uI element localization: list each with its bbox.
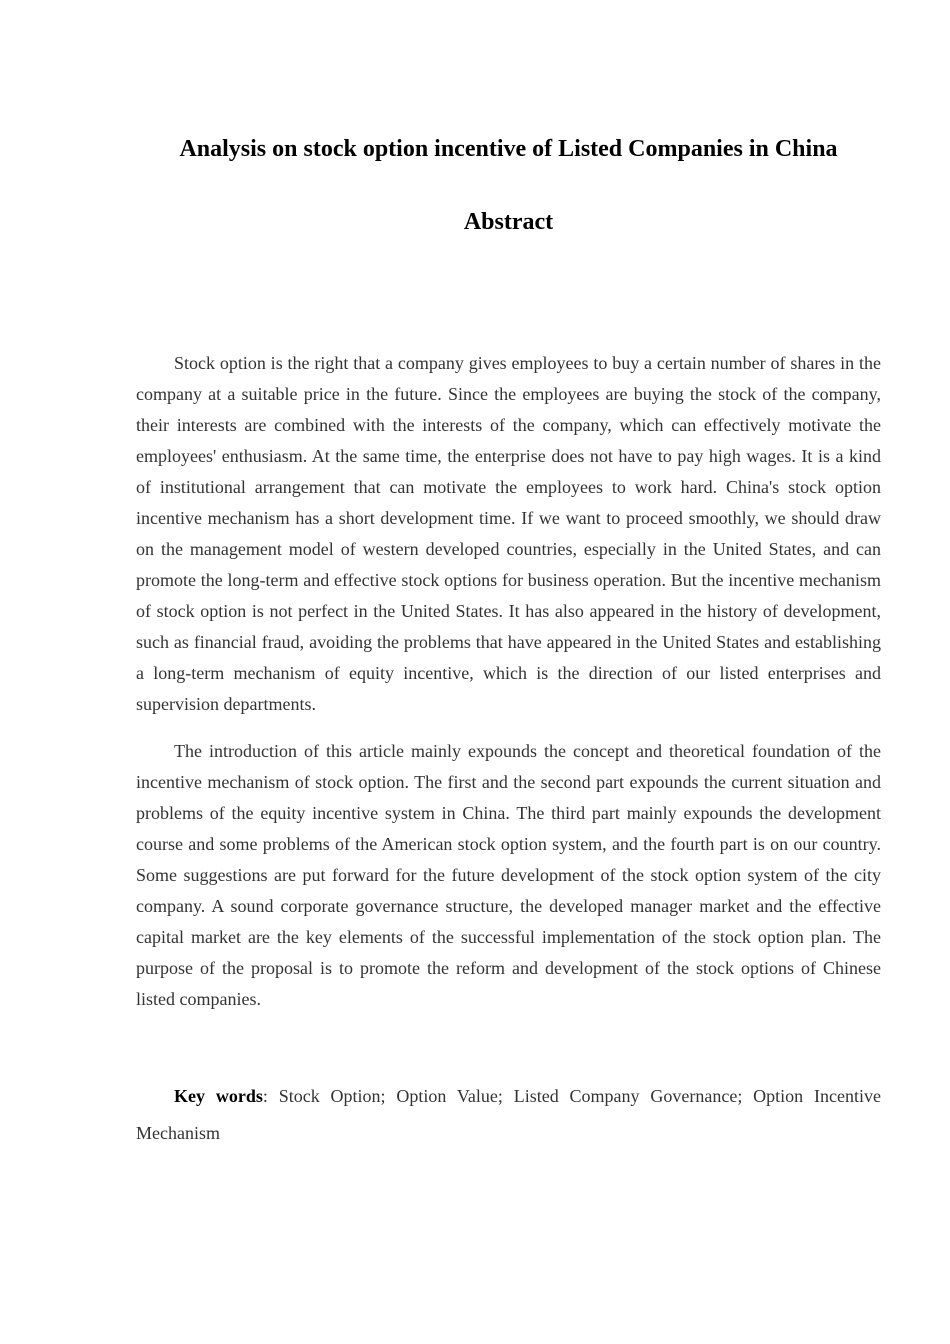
abstract-paragraph-2: The introduction of this article mainly expounds the concept and theoretical foundation of the incentive mechanism of stock option. The first and the second part expounds the current situation and problems of the equity incentive system in China. The third part mainly expounds the development course and some problems of the American stock option system, and the fourth part is on our country. Some suggestions are put forward for the future development of the stock option system of the city company. A sound corporate governance structure, the developed manager market and the effective capital market are the key elements of the successful implementation of the stock option plan. The purpose of the proposal is to promote the reform and development of the stock options of Chinese listed companies.: [136, 741, 881, 1009]
document-title: Analysis on stock option incentive of Listed Companies in China: [179, 136, 838, 162]
abstract-paragraph-1: Stock option is the right that a company gives employees to buy a certain number of shares in the company at a suitable price in the future. Since the employees are buying the stock of the company, their interests are combined with the interests of the company, which can effectively motivate the employees' enthusiasm. At the same time, the enterprise does not have to pay high wages. It is a kind of institutional arrangement that can motivate the employees to work hard. China's stock option incentive mechanism has a short development time. If we want to proceed smoothly, we should draw on the management model of western developed countries, especially in the United States, and can promote the long-term and effective stock options for business operation. But the incentive mechanism of stock option is not perfect in the United States. It has also appeared in the history of development, such as financial fraud, avoiding the problems that have appeared in the United States and establishing a long-term mechanism of equity incentive, which is the direction of our listed enterprises and supervision departments.: [136, 353, 881, 714]
keywords-text: Stock Option; Option Value; Listed Company Governance; Option Incentive Mechanism: [136, 1086, 881, 1143]
abstract-heading: Abstract: [463, 209, 554, 235]
keywords-label: Key words: [174, 1086, 263, 1106]
abstract-body: [136, 348, 881, 1031]
keywords-line: [136, 1078, 881, 1152]
keywords-separator: :: [262, 1086, 279, 1106]
